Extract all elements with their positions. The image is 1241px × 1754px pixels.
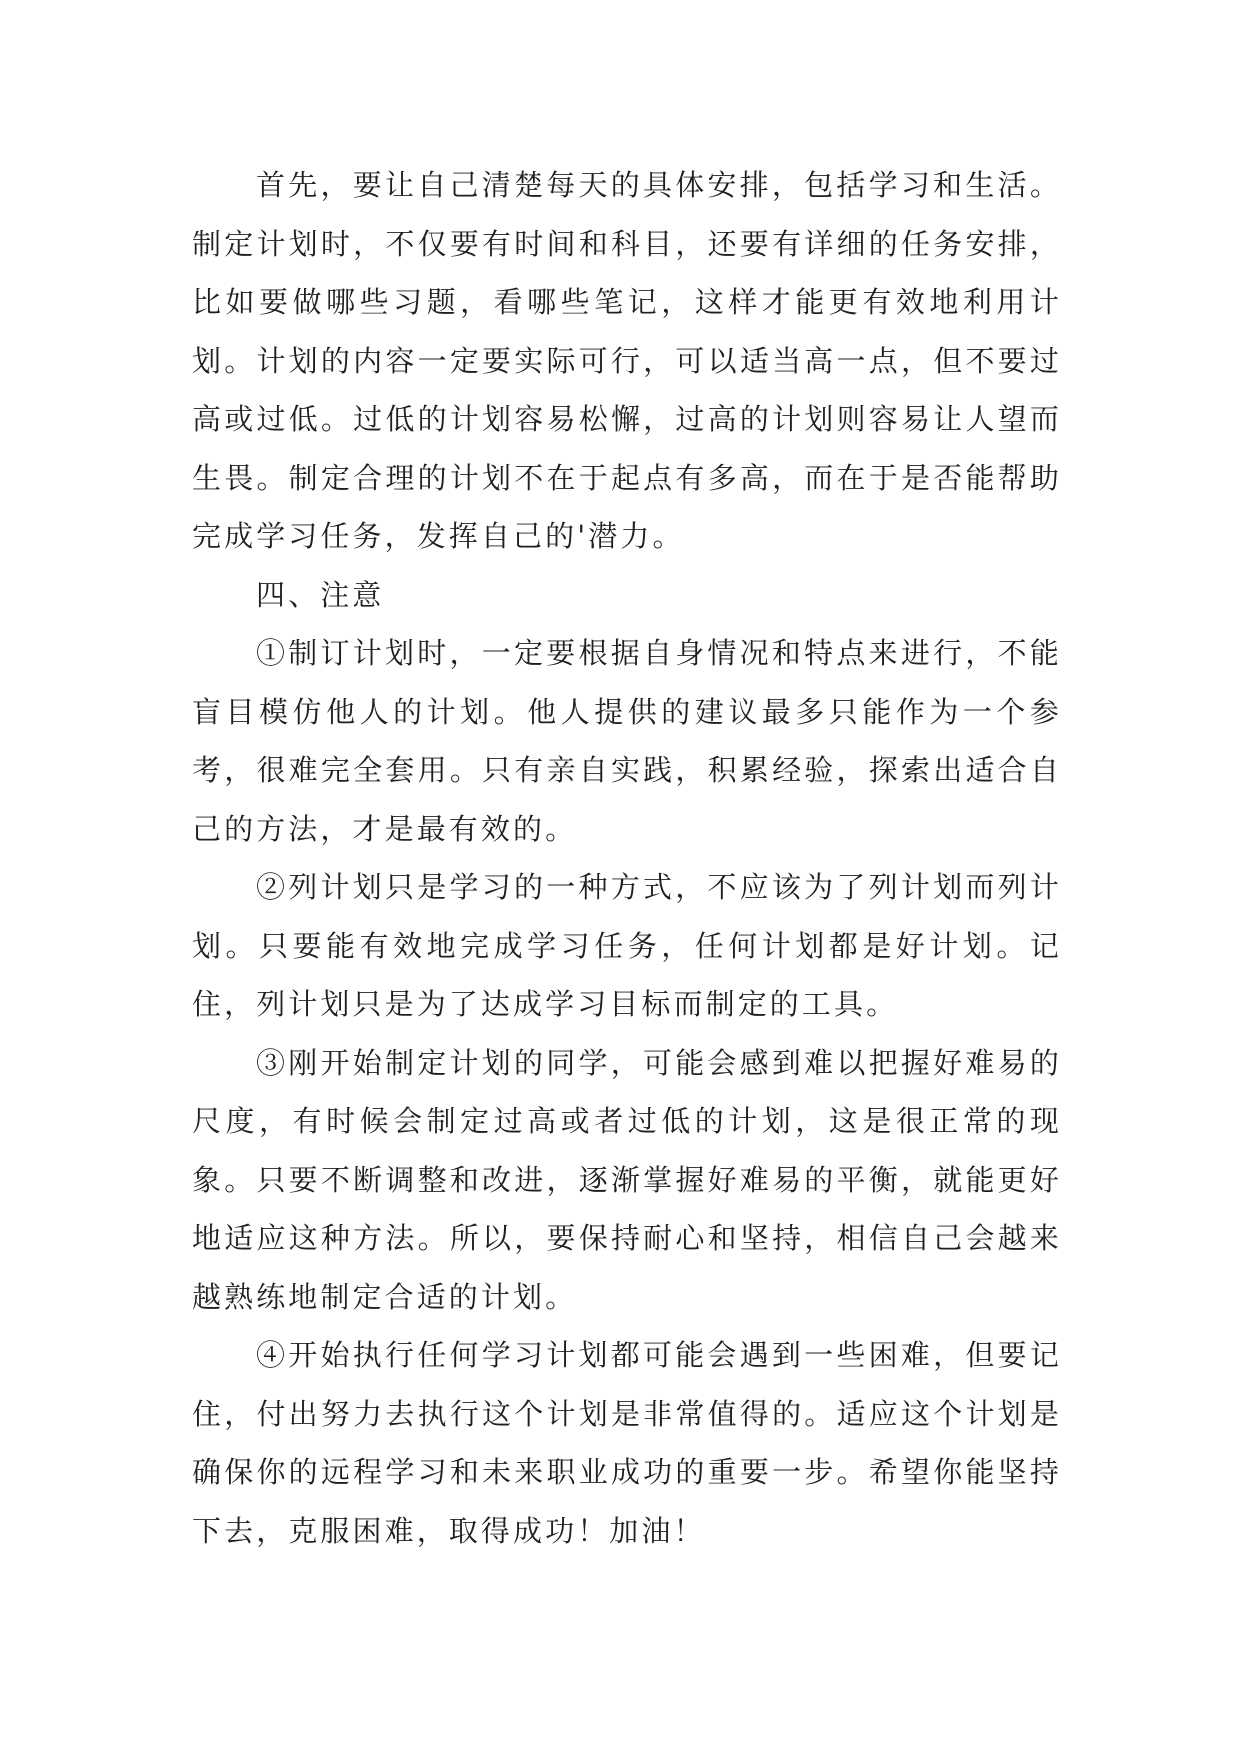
document-body (192, 156, 1062, 1560)
paragraph-note-3: ③刚开始制定计划的同学，可能会感到难以把握好难易的尺度，有时候会制定过高或者过低的计划，这是很正常的现象。只要不断调整和改进，逐渐掌握好难易的平衡，就能更好地适应这种方法。所以，要保持耐心和坚持，相信自己会越来越熟练地制定合适的计划。 (192, 1045, 1062, 1314)
paragraph-note-2: ②列计划只是学习的一种方式，不应该为了列计划而列计划。只要能有效地完成学习任务，任何计划都是好计划。记住，列计划只是为了达成学习目标而制定的工具。 (192, 870, 1062, 1021)
paragraph-note-4: ④开始执行任何学习计划都可能会遇到一些困难，但要记住，付出努力去执行这个计划是非常值得的。适应这个计划是确保你的远程学习和未来职业成功的重要一步。希望你能坚持下去，克服困难，取得成功！加油！ (192, 1338, 1062, 1548)
section-heading-notes: 四、注意 (256, 577, 385, 612)
paragraph-note-1: ①制订计划时，一定要根据自身情况和特点来进行，不能盲目模仿他人的计划。他人提供的建议最多只能作为一个参考，很难完全套用。只有亲自实践，积累经验，探索出适合自己的方法，才是最有效的。 (192, 636, 1062, 846)
paragraph-planning-details: 首先，要让自己清楚每天的具体安排，包括学习和生活。制定计划时，不仅要有时间和科目，还要有详细的任务安排，比如要做哪些习题，看哪些笔记，这样才能更有效地利用计划。计划的内容一定要实际可行，可以适当高一点，但不要过高或过低。过低的计划容易松懈，过高的计划则容易让人望而生畏。制定合理的计划不在于起点有多高，而在于是否能帮助完成学习任务，发挥自己的'潜力。 (192, 168, 1062, 553)
